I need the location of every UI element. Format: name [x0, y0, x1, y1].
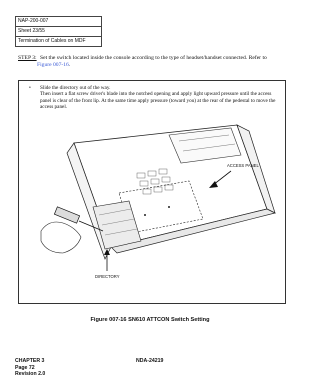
figure-link[interactable]: Figure 007-16: [37, 62, 69, 68]
instruction-line-2: Then insert a flat screw driver's blade into the notched opening and apply light upward pressure until the access panel is clear of the front lip. At the same time apply pressure (toward you) at the rear of the pedestal to move the access panel.: [40, 91, 276, 111]
step-instruction: [18, 55, 286, 69]
step-period: .: [68, 62, 71, 68]
footer-doc-id: NDA-24219: [136, 358, 164, 364]
directory-callout: DIRECTORY: [95, 274, 120, 279]
footer-chapter: CHAPTER 3: [15, 358, 45, 364]
instruction-line-1: Slide the directory out of the way.: [40, 85, 111, 91]
footer-left: [15, 358, 45, 378]
doc-number: NAP-200-007: [16, 17, 101, 27]
section-title: Termination of Cables on MDF: [18, 38, 86, 44]
step-text: Set the switch located inside the console according to the type of headset/handset connected. Refer to: [40, 55, 267, 61]
document-header-box: [15, 16, 102, 47]
bullet-icon: •: [29, 85, 31, 91]
footer-page: Page 72: [15, 364, 35, 371]
sheet-number: Sheet 23/55: [16, 27, 101, 37]
hand-outline: [41, 222, 81, 253]
footer-revision: Revision 2.0: [15, 371, 46, 378]
step-label: STEP 3:: [18, 55, 37, 61]
access-panel-callout: ACCESS PANEL: [227, 163, 259, 168]
console-illustration: [19, 81, 285, 303]
figure-frame: [18, 80, 286, 304]
figure-caption: Figure 007-16 SN610 ATTCON Switch Setting: [90, 317, 210, 323]
